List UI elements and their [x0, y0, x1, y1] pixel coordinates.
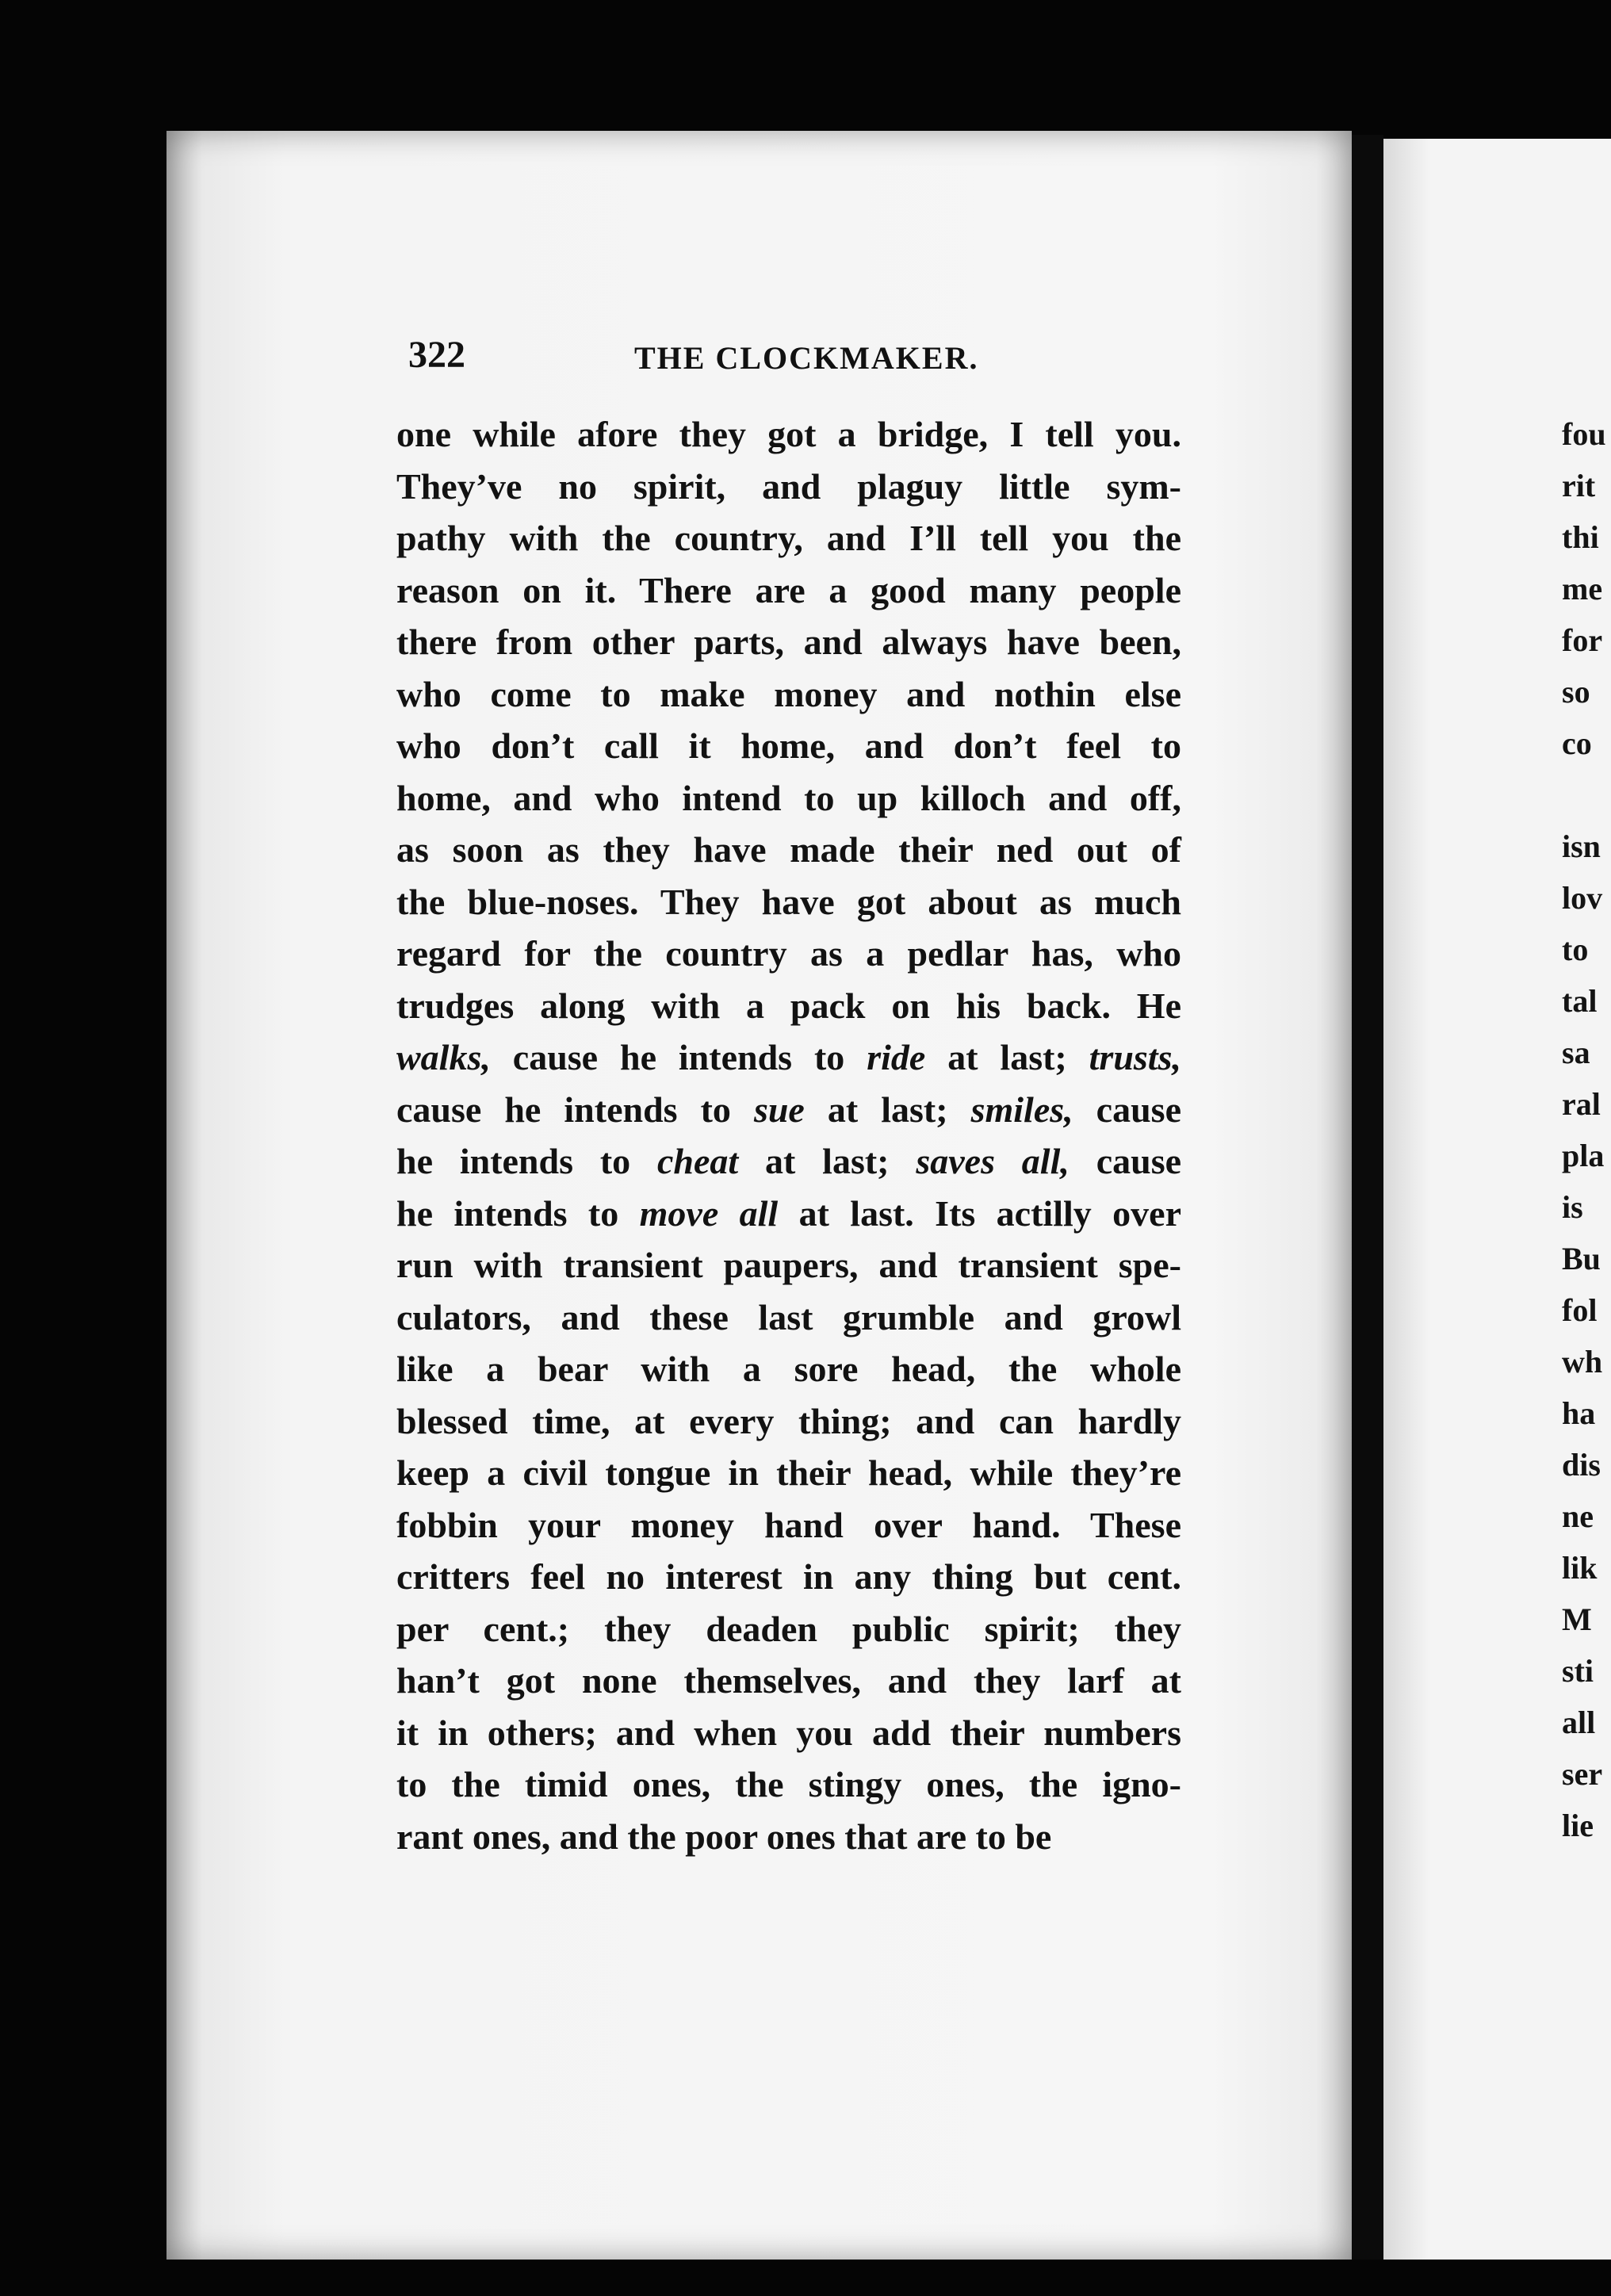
- text-run: to the timid ones, the stingy ones, the igno-: [396, 1764, 1181, 1804]
- text-line: [396, 1758, 1181, 1811]
- text-run: at last;: [738, 1141, 916, 1181]
- text-line: [396, 461, 1181, 513]
- text-line: [396, 824, 1181, 876]
- running-head: [408, 333, 1201, 381]
- text-line: [396, 512, 1181, 564]
- facing-page-fragment: ha: [1562, 1395, 1596, 1431]
- facing-page-fragment: sa: [1562, 1035, 1590, 1070]
- text-run: at last;: [925, 1037, 1089, 1077]
- facing-page-fragment: me: [1562, 571, 1603, 607]
- text-run: it in others; and when you add their numbers: [396, 1712, 1181, 1753]
- italic-text: smiles,: [970, 1089, 1073, 1130]
- text-line: [396, 720, 1181, 772]
- text-run: home, and who intend to up killoch and off,: [396, 777, 1181, 818]
- text-line: [396, 1188, 1181, 1240]
- text-run: as soon as they have made their ned out of: [396, 829, 1181, 870]
- italic-text: trusts,: [1089, 1037, 1181, 1077]
- text-run: han’t got none themselves, and they larf at: [396, 1660, 1181, 1701]
- facing-page-fragment: pla: [1562, 1138, 1605, 1173]
- facing-page-fragment: fou: [1562, 416, 1606, 452]
- text-run: he intends to: [396, 1141, 657, 1181]
- text-line: [396, 668, 1181, 721]
- text-run: cause: [1069, 1141, 1182, 1181]
- text-run: trudges along with a pack on his back. He: [396, 985, 1181, 1026]
- facing-page: [1383, 139, 1611, 2260]
- facing-page-fragment: all: [1562, 1705, 1596, 1740]
- text-run: at last. Its actilly over: [778, 1192, 1181, 1234]
- text-line: [396, 1135, 1181, 1188]
- book-title: THE CLOCKMAKER.: [634, 340, 979, 376]
- text-run: culators, and these last grumble and growl: [396, 1296, 1181, 1337]
- text-line: [396, 1603, 1181, 1655]
- facing-page-fragment: thi: [1562, 519, 1599, 555]
- text-line: [396, 928, 1181, 980]
- facing-page-fragment: ral: [1562, 1086, 1601, 1122]
- text-run: They’ve no spirit, and plaguy little sym-: [396, 465, 1181, 507]
- facing-page-fragment: [1562, 769, 1606, 821]
- body-text: [396, 408, 1181, 1862]
- text-run: cause: [1073, 1089, 1181, 1130]
- text-run: reason on it. There are a good many people: [396, 569, 1181, 610]
- text-run: critters feel no interest in any thing but cent.: [396, 1556, 1181, 1597]
- text-run: the blue-noses. They have got about as much: [396, 881, 1181, 922]
- facing-page-fragment: co: [1562, 725, 1592, 761]
- text-run: rant ones, and the poor ones that are to be: [396, 1816, 1052, 1857]
- facing-page-fragment: ne: [1562, 1498, 1594, 1534]
- text-run: keep a civil tongue in their head, while they’re: [396, 1452, 1181, 1493]
- text-line: [396, 1292, 1181, 1344]
- text-run: fobbin your money hand over hand. These: [396, 1504, 1181, 1545]
- text-run: blessed time, at every thing; and can hardly: [396, 1400, 1181, 1441]
- facing-page-fragment: sti: [1562, 1653, 1594, 1689]
- italic-text: move all: [639, 1192, 779, 1234]
- text-run: per cent.; they deaden public spirit; they: [396, 1608, 1181, 1649]
- text-run: at last;: [804, 1089, 971, 1130]
- text-run: regard for the country as a pedlar has, who: [396, 933, 1181, 974]
- facing-page-fragment: lik: [1562, 1550, 1598, 1586]
- facing-page-fragment: to: [1562, 932, 1589, 967]
- text-line: [396, 1655, 1181, 1707]
- facing-page-fragment: lie: [1562, 1808, 1594, 1843]
- text-run: pathy with the country, and I’ll tell you the: [396, 518, 1181, 558]
- text-line: [396, 1395, 1181, 1448]
- text-run: run with transient paupers, and transient spe-: [396, 1245, 1181, 1285]
- text-line: [396, 876, 1181, 928]
- facing-page-fragment: M: [1562, 1601, 1592, 1637]
- facing-page-fragment: wh: [1562, 1344, 1603, 1380]
- italic-text: ride: [867, 1037, 926, 1077]
- italic-text: walks,: [396, 1037, 491, 1077]
- text-run: who come to make money and nothin else: [396, 673, 1181, 714]
- text-line: [396, 1343, 1181, 1395]
- text-run: like a bear with a sore head, the whole: [396, 1349, 1181, 1389]
- text-line: [396, 408, 1181, 461]
- facing-page-fragment: rit: [1562, 468, 1596, 503]
- text-run: who don’t call it home, and don’t feel to: [396, 725, 1181, 766]
- text-line: [396, 1707, 1181, 1759]
- text-run: one while afore they got a bridge, I tell you.: [396, 414, 1181, 454]
- text-line: [396, 1551, 1181, 1603]
- facing-page-fragment: Bu: [1562, 1241, 1601, 1276]
- facing-page-fragment: tal: [1562, 983, 1598, 1019]
- facing-page-fragment: so: [1562, 674, 1590, 710]
- facing-page-fragment: for: [1562, 622, 1603, 658]
- facing-page-fragment: isn: [1562, 828, 1601, 864]
- text-line: [396, 564, 1181, 617]
- text-line: [396, 616, 1181, 668]
- italic-text: cheat: [656, 1141, 739, 1181]
- facing-page-fragment: lov: [1562, 880, 1603, 916]
- text-run: he intends to: [396, 1192, 640, 1234]
- italic-text: sue: [753, 1089, 805, 1130]
- facing-page-text: [1562, 408, 1606, 1851]
- text-line: [396, 1084, 1181, 1136]
- text-line: [396, 980, 1181, 1032]
- page-number: 322: [408, 334, 465, 376]
- text-line: [396, 772, 1181, 825]
- facing-page-fragment: fol: [1562, 1292, 1598, 1328]
- text-line: [396, 1031, 1181, 1084]
- facing-page-fragment: is: [1562, 1189, 1583, 1225]
- text-run: cause he intends to: [490, 1037, 867, 1077]
- italic-text: saves all,: [916, 1141, 1070, 1181]
- facing-page-fragment: dis: [1562, 1447, 1601, 1483]
- book-gutter: [1352, 135, 1383, 2260]
- text-line: [396, 1811, 1181, 1863]
- facing-page-fragment: ser: [1562, 1756, 1603, 1792]
- text-line: [396, 1239, 1181, 1292]
- text-run: there from other parts, and always have been,: [396, 622, 1181, 662]
- text-line: [396, 1447, 1181, 1499]
- text-run: cause he intends to: [396, 1089, 754, 1130]
- text-line: [396, 1499, 1181, 1552]
